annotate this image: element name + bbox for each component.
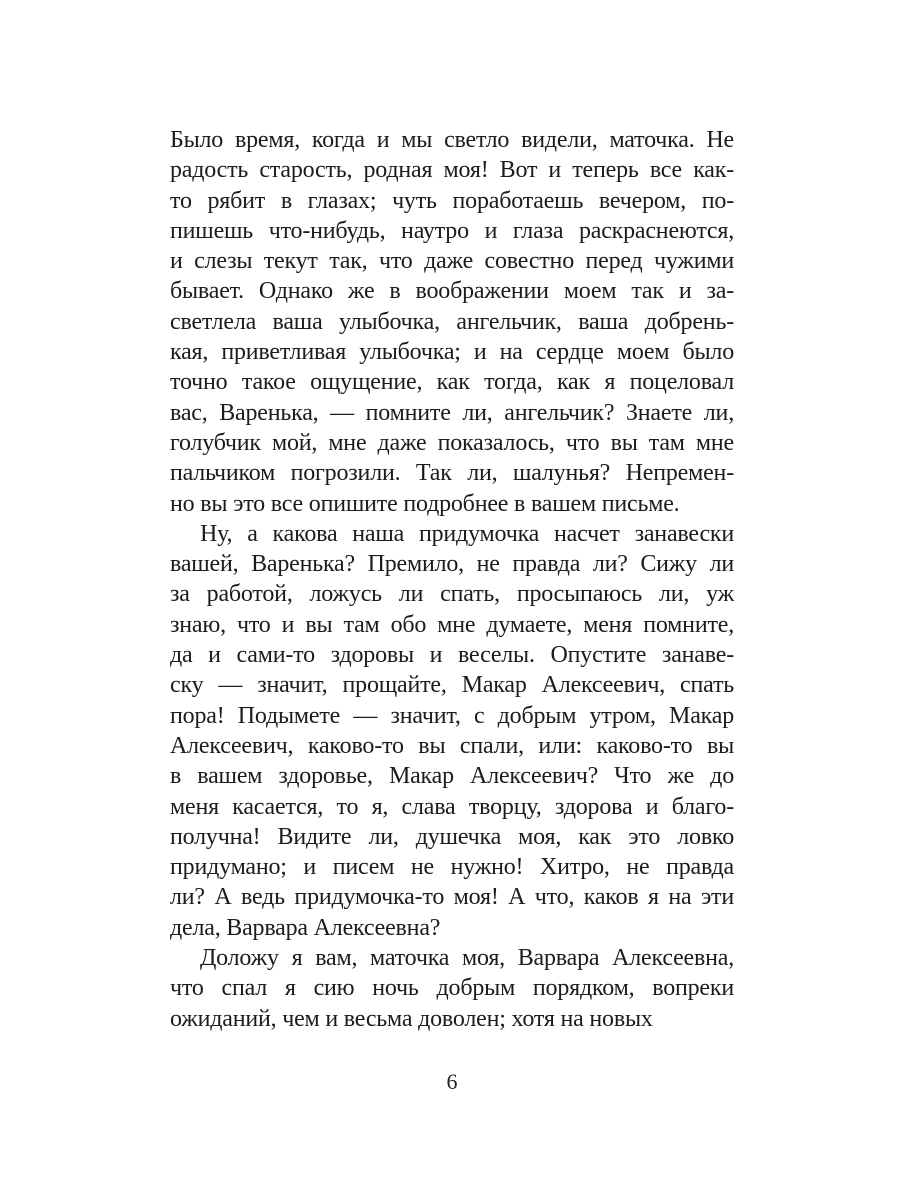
text-line: Доложу я вам, маточка моя, Варвара Алексеевна, (200, 945, 734, 972)
page-text-block (170, 125, 734, 1034)
text-line: ску — значит, прощайте, Макар Алексеевич, спать (170, 672, 734, 699)
text-line: пора! Подымете — значит, с добрым утром, Макар (170, 702, 734, 729)
text-line: что спал я сию ночь добрым порядком, вопреки (170, 975, 734, 1002)
text-line: в вашем здоровье, Макар Алексеевич? Что же до (170, 763, 734, 790)
text-line: ожиданий, чем и весьма доволен; хотя на новых (170, 1005, 653, 1032)
text-line: и слезы текут так, что даже совестно перед чужими (170, 248, 734, 275)
text-line: дела, Варвара Алексеевна? (170, 914, 441, 941)
text-line: голубчик мой, мне даже показалось, что вы там мне (170, 429, 734, 456)
text-line: получна! Видите ли, душечка моя, как это ловко (170, 823, 734, 850)
text-line: бывает. Однако же в воображении моем так и за- (170, 278, 734, 305)
text-line: пишешь что-нибудь, наутро и глаза раскраснеются, (170, 217, 734, 244)
text-line: меня касается, то я, слава творцу, здорова и благо- (170, 793, 734, 820)
text-line: пальчиком погрозили. Так ли, шалунья? Непремен- (170, 460, 734, 487)
text-line: Алексеевич, каково-то вы спали, или: каково-то вы (170, 732, 734, 759)
text-line: но вы это все опишите подробнее в вашем письме. (170, 490, 680, 517)
text-line: Было время, когда и мы светло видели, маточка. Не (170, 127, 734, 153)
page-number: 6 (446, 1069, 458, 1094)
text-line: вашей, Варенька? Премило, не правда ли? Сижу ли (170, 551, 734, 578)
text-line: за работой, ложусь ли спать, просыпаюсь ли, уж (170, 581, 734, 608)
text-line: кая, приветливая улыбочка; и на сердце моем было (170, 339, 734, 366)
text-line: придумано; и писем не нужно! Хитро, не правда (170, 854, 734, 881)
text-line: радость старость, родная моя! Вот и теперь все как- (170, 157, 734, 184)
text-line: то рябит в глазах; чуть поработаешь вечером, по- (170, 187, 734, 214)
text-line: Ну, а какова наша придумочка насчет занавески (200, 520, 734, 547)
text-line: светлела ваша улыбочка, ангельчик, ваша добрень- (170, 308, 734, 335)
text-line: да и сами-то здоровы и веселы. Опустите занаве- (170, 642, 734, 669)
text-line: знаю, что и вы там обо мне думаете, меня помните, (170, 611, 734, 638)
text-line: точно такое ощущение, как тогда, как я поцеловал (170, 369, 734, 396)
text-line: вас, Варенька, — помните ли, ангельчик? Знаете ли, (170, 399, 734, 426)
text-line: ли? А ведь придумочка-то моя! А что, каков я на эти (170, 884, 734, 911)
